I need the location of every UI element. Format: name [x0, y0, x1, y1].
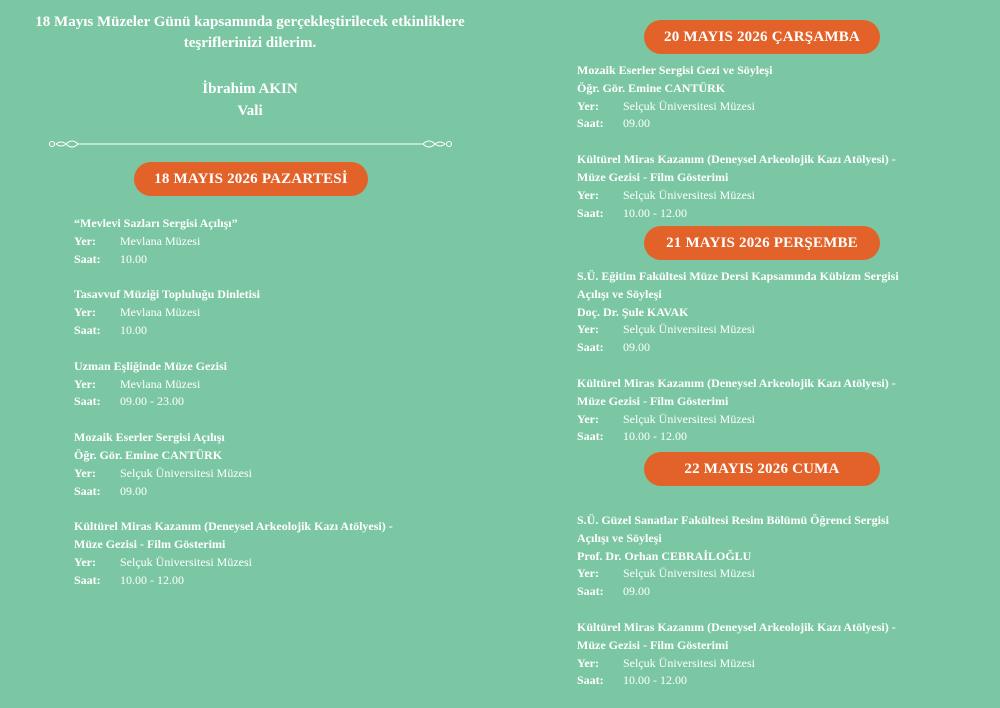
event-location: Selçuk Üniversitesi Müzesi	[623, 98, 755, 113]
event-location-row	[74, 554, 454, 572]
event-time-row	[577, 115, 943, 133]
event-title: Tasavvuf Müziği Topluluğu Dinletisi	[74, 287, 260, 302]
day-heading-label: 21 MAYIS 2026 PERŞEMBE	[666, 234, 858, 251]
event-time-label: Saat:	[74, 322, 101, 337]
event-title-line: Müze Gezisi - Film Gösterimi	[577, 393, 729, 408]
event-time-label: Saat:	[577, 673, 604, 688]
event-location-label: Yer:	[577, 655, 599, 670]
event-location-row	[577, 411, 943, 429]
event-time: 10.00 - 12.00	[623, 429, 687, 444]
event-title: “Mevlevi Sazları Sergisi Açılışı”	[74, 216, 238, 230]
day-heading-label: 18 MAYIS 2026 PAZARTESİ	[154, 170, 348, 187]
event-time-row	[577, 672, 943, 690]
event-location-label: Yer:	[74, 465, 96, 480]
event-location-label: Yer:	[74, 305, 96, 320]
event-title: Mozaik Eserler Sergisi Gezi ve Söyleşi	[577, 63, 773, 77]
intro-text	[0, 12, 500, 54]
event-time-label: Saat:	[74, 483, 101, 498]
event-time-row	[577, 205, 943, 223]
event-time-label: Saat:	[74, 251, 101, 266]
day-heading-20	[644, 20, 880, 54]
event-location-label: Yer:	[74, 233, 96, 248]
event-time: 09.00	[623, 116, 650, 131]
event-title: Kültürel Miras Kazanım (Deneysel Arkeolojik Kazı Atölyesi) -	[74, 519, 393, 534]
event-item	[577, 268, 943, 357]
event-time: 10.00 - 12.00	[623, 673, 687, 688]
event-title: Mozaik Eserler Sergisi Açılışı	[74, 430, 225, 445]
event-time-label: Saat:	[577, 340, 604, 355]
event-location-row	[577, 187, 943, 205]
event-item	[74, 215, 454, 268]
event-location-label: Yer:	[74, 376, 96, 391]
event-time-row	[577, 583, 943, 601]
event-time: 10.00	[120, 251, 147, 266]
event-item	[577, 375, 943, 446]
event-time: 10.00 - 12.00	[120, 572, 184, 587]
event-location-row	[577, 565, 943, 583]
events-day-18	[74, 215, 454, 608]
event-item	[577, 619, 943, 690]
event-title: S.Ü. Güzel Sanatlar Fakültesi Resim Bölümü Öğrenci Sergisi	[577, 513, 889, 527]
events-day-21	[577, 268, 943, 464]
signature	[0, 78, 500, 122]
event-title-line: Açılışı ve Söyleşi	[577, 530, 662, 545]
event-location-label: Yer:	[577, 322, 599, 337]
event-title: Kültürel Miras Kazanım (Deneysel Arkeolojik Kazı Atölyesi) -	[577, 152, 896, 167]
event-location: Selçuk Üniversitesi Müzesi	[120, 465, 252, 480]
day-heading-18	[134, 162, 368, 196]
event-location-label: Yer:	[577, 411, 599, 426]
event-location-row	[74, 304, 454, 322]
event-location: Selçuk Üniversitesi Müzesi	[120, 554, 252, 569]
event-location: Selçuk Üniversitesi Müzesi	[623, 322, 755, 337]
event-location-row	[577, 98, 943, 116]
event-title-line: Öğr. Gör. Emine CANTÜRK	[577, 80, 726, 95]
event-title-line: Prof. Dr. Orhan CEBRAİLOĞLU	[577, 548, 752, 563]
event-location: Mevlana Müzesi	[120, 376, 201, 391]
event-title-line: Doç. Dr. Şule KAVAK	[577, 304, 689, 319]
event-location: Selçuk Üniversitesi Müzesi	[623, 566, 755, 581]
event-time: 09.00	[623, 340, 650, 355]
event-time: 10.00	[120, 322, 147, 337]
event-title: Kültürel Miras Kazanım (Deneysel Arkeolojik Kazı Atölyesi) -	[577, 619, 896, 634]
event-location-row	[577, 655, 943, 673]
event-item	[577, 151, 943, 222]
event-time-label: Saat:	[74, 394, 101, 409]
event-location-row	[577, 321, 943, 339]
event-item	[577, 62, 943, 133]
intro-line-2: teşriflerinizi dilerim.	[183, 35, 317, 51]
event-time-row	[74, 483, 454, 501]
event-time: 09.00	[623, 584, 650, 599]
event-location-label: Yer:	[577, 98, 599, 113]
event-location: Selçuk Üniversitesi Müzesi	[623, 655, 755, 670]
event-time: 10.00 - 12.00	[623, 205, 687, 220]
ornament-divider	[48, 136, 453, 152]
event-title-line: Öğr. Gör. Emine CANTÜRK	[74, 447, 223, 462]
event-location: Selçuk Üniversitesi Müzesi	[623, 187, 755, 202]
event-item	[577, 512, 943, 601]
event-item	[74, 358, 454, 411]
intro-line-1: 18 Mayıs Müzeler Günü kapsamında gerçekleştirilecek etkinliklere	[35, 14, 465, 30]
signatory-title: Vali	[237, 103, 263, 119]
event-item	[74, 286, 454, 339]
event-time-label: Saat:	[577, 429, 604, 444]
event-time-label: Saat:	[74, 572, 101, 587]
event-title-line: Müze Gezisi - Film Gösterimi	[577, 169, 729, 184]
events-day-22	[577, 512, 943, 708]
signatory-name: İbrahim AKIN	[202, 81, 298, 97]
event-location: Selçuk Üniversitesi Müzesi	[623, 411, 755, 426]
event-time-label: Saat:	[577, 584, 604, 599]
event-location-row	[74, 376, 454, 394]
event-time-row	[577, 428, 943, 446]
event-title-line: Açılışı ve Söyleşi	[577, 286, 662, 301]
event-location-label: Yer:	[577, 187, 599, 202]
event-title: Kültürel Miras Kazanım (Deneysel Arkeolojik Kazı Atölyesi) -	[577, 375, 896, 390]
event-title-line: Müze Gezisi - Film Gösterimi	[74, 537, 226, 552]
event-time: 09.00	[120, 483, 147, 498]
day-heading-label: 22 MAYIS 2026 CUMA	[684, 460, 840, 477]
event-time: 09.00 - 23.00	[120, 394, 184, 409]
event-location-label: Yer:	[577, 566, 599, 581]
event-time-label: Saat:	[577, 205, 604, 220]
event-time-row	[74, 251, 454, 269]
event-time-row	[74, 322, 454, 340]
event-item	[74, 518, 454, 589]
event-time-row	[577, 339, 943, 357]
event-location: Mevlana Müzesi	[120, 305, 201, 320]
event-location: Mevlana Müzesi	[120, 233, 201, 248]
event-location-row	[74, 465, 454, 483]
event-time-row	[74, 393, 454, 411]
events-day-20	[577, 62, 943, 240]
event-title-line: Müze Gezisi - Film Gösterimi	[577, 637, 729, 652]
event-title: S.Ü. Eğitim Fakültesi Müze Dersi Kapsamında Kübizm Sergisi	[577, 269, 899, 283]
event-location-label: Yer:	[74, 554, 96, 569]
event-title: Uzman Eşliğinde Müze Gezisi	[74, 358, 227, 373]
event-time-row	[74, 572, 454, 590]
day-heading-label: 20 MAYIS 2026 ÇARŞAMBA	[664, 28, 860, 45]
event-item	[74, 429, 454, 500]
event-time-label: Saat:	[577, 116, 604, 131]
event-location-row	[74, 233, 454, 251]
